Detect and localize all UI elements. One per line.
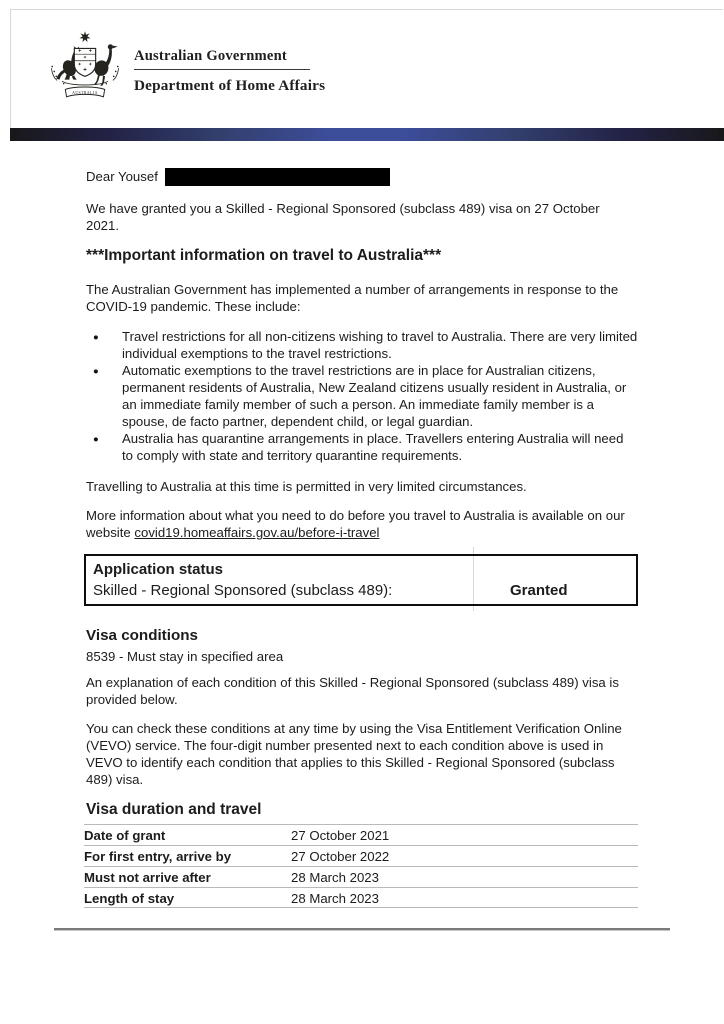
travel-note-paragraph: Travelling to Australia at this time is permitted in very limited circumstances. (86, 479, 527, 494)
vevo-note-paragraph: You can check these conditions at any time by using the Visa Entitlement Verification Online (VEVO) service. The four-digit number presented next to each condition above is used in VEVO to identify each condition that applies to this Skilled - Regional Sponsored (subclass 489) visa. (86, 721, 622, 787)
agency-name: Australian Government (134, 48, 287, 64)
more-info-paragraph (86, 507, 644, 541)
visa-conditions-heading: Visa conditions (86, 627, 198, 644)
crest-banner-text: AUSTRALIA (72, 91, 98, 96)
application-status-heading: Application status (93, 561, 224, 578)
redacted-name (165, 168, 390, 186)
table-row (84, 887, 638, 908)
footer-divider (54, 928, 670, 931)
row-label: Must not arrive after (84, 870, 211, 885)
application-status-box (84, 554, 638, 606)
application-status-row (93, 581, 628, 601)
conditions-explanation-paragraph: An explanation of each condition of this Skilled - Regional Sponsored (subclass 489) visa is provided below. (86, 675, 619, 707)
visa-duration-heading: Visa duration and travel (86, 801, 262, 818)
visa-subclass-label: Skilled - Regional Sponsored (subclass 489): (93, 582, 393, 599)
row-value: 28 March 2023 (291, 870, 379, 885)
row-value: 27 October 2022 (291, 849, 390, 864)
row-value: 28 March 2023 (291, 891, 379, 906)
row-label: Length of stay (84, 891, 175, 906)
important-info-heading: ***Important information on travel to Australia*** (86, 247, 442, 264)
table-row (84, 866, 638, 887)
row-label: Date of grant (84, 828, 166, 843)
list-item: ● Travel restrictions for all non-citizens wishing to travel to Australia. There are very limited individual exemptions to the travel restrictions. (86, 328, 638, 362)
scan-edge-top (10, 9, 723, 10)
visa-duration-table (84, 824, 638, 908)
wordmark-divider (134, 69, 310, 70)
status-badge: Granted (510, 582, 568, 599)
header-gradient-bar (10, 128, 724, 141)
department-name: Department of Home Affairs (134, 77, 326, 94)
covid-travel-link[interactable]: covid19.homeaffairs.gov.au/before-i-travel (134, 525, 380, 540)
salutation-line (86, 167, 646, 187)
table-row (84, 845, 638, 866)
covid-arrangements-list (86, 328, 638, 464)
grant-intro-paragraph: We have granted you a Skilled - Regional Sponsored (subclass 489) visa on 27 October 2021. (86, 201, 600, 233)
row-value: 27 October 2021 (291, 828, 390, 843)
list-item: ● Automatic exemptions to the travel restrictions are in place for Australian citizens, permanent residents of Australia, New Zealand citizens usually resident in Australia, or an immediate family member of such a person. An immediate family member is a spouse, de facto partner, dependent child, or legal guardian. (86, 362, 638, 430)
salutation-text: Dear Yousef (86, 169, 158, 184)
more-info-text: More information about what you need to do before you travel to Australia is available on our website (86, 508, 625, 540)
visa-condition-item: 8539 - Must stay in specified area (86, 649, 284, 664)
australian-coat-of-arms-icon (44, 27, 126, 106)
scan-edge-left (10, 9, 11, 128)
row-label: For first entry, arrive by (84, 849, 232, 864)
table-row (84, 824, 638, 845)
covid-intro-paragraph: The Australian Government has implemented a number of arrangements in response to the COVID-19 pandemic. These include: (86, 282, 619, 314)
list-item: ● Australia has quarantine arrangements in place. Travellers entering Australia will need to comply with state and territory quarantine requirements. (86, 430, 638, 464)
header-wordmark (134, 47, 354, 95)
